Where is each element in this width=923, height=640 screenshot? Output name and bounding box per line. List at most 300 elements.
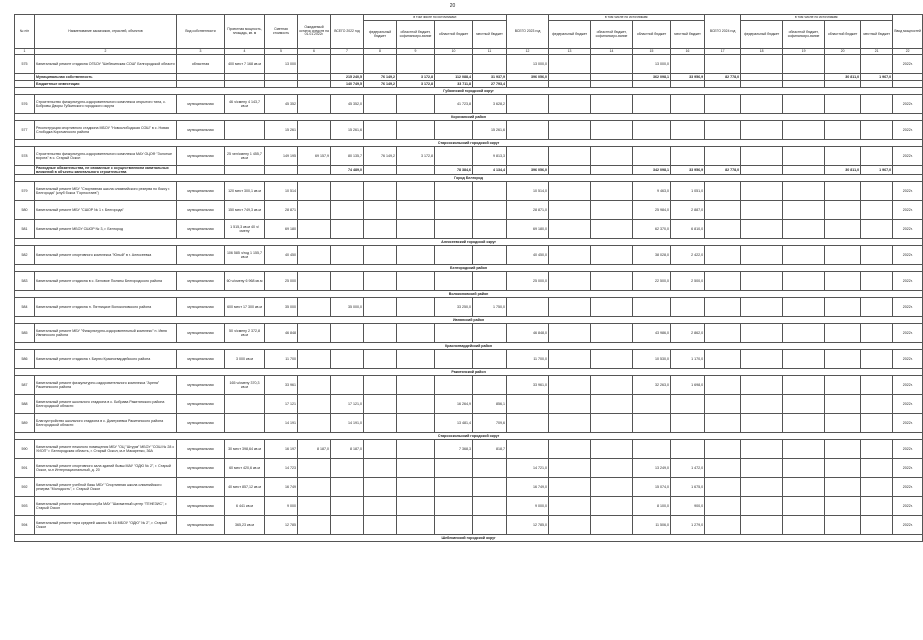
table-cell: муниципальная <box>177 201 225 220</box>
table-cell <box>549 81 591 88</box>
table-cell <box>435 121 473 140</box>
table-cell <box>397 459 435 478</box>
table-cell: 50 ч/смену 2 372,8 кв.м <box>225 324 265 343</box>
table-cell: 45 352 <box>265 95 298 114</box>
total-row <box>15 81 923 88</box>
table-cell <box>783 272 825 291</box>
table-cell: 2 500,0 <box>671 272 705 291</box>
table-cell <box>435 497 473 516</box>
table-cell <box>435 376 473 395</box>
table-cell <box>331 182 364 201</box>
col-fed-2022: федеральный бюджет <box>364 21 397 49</box>
table-cell: муниципальная <box>177 182 225 201</box>
table-cell <box>331 459 364 478</box>
table-cell <box>364 272 397 291</box>
table-cell <box>298 414 331 433</box>
table-cell <box>591 95 633 114</box>
table-cell <box>861 55 893 74</box>
table-cell: муниципальная <box>177 395 225 414</box>
table-cell: 2022г. <box>893 414 923 433</box>
col-reg-cofin-2024: областной бюджет, софинансиро-вание <box>783 21 825 49</box>
table-cell <box>671 95 705 114</box>
table-cell <box>331 516 364 535</box>
table-cell: 1 515,3 кв.м 40 ч/смену <box>225 220 265 239</box>
table-cell <box>861 201 893 220</box>
table-cell: 33 956,9 <box>671 74 705 81</box>
table-cell <box>825 147 861 166</box>
table-cell: 590 <box>15 440 35 459</box>
table-cell: 400 мест 7 168 кв.м <box>225 55 265 74</box>
table-cell <box>364 497 397 516</box>
table-cell <box>397 478 435 497</box>
table-cell <box>705 414 741 433</box>
table-row <box>15 459 923 478</box>
table-cell <box>705 55 741 74</box>
table-cell <box>397 414 435 433</box>
table-cell <box>225 395 265 414</box>
table-cell <box>861 220 893 239</box>
section-row <box>15 239 923 246</box>
table-cell: муниципальная <box>177 440 225 459</box>
table-cell <box>397 395 435 414</box>
table-cell <box>435 201 473 220</box>
table-cell <box>783 81 825 88</box>
column-number: 10 <box>435 49 473 55</box>
table-cell: 9 463,0 <box>633 182 671 201</box>
table-cell: 1 675,0 <box>671 478 705 497</box>
column-number: 7 <box>331 49 364 55</box>
section-title: Алексеевский городской округ <box>15 239 923 246</box>
table-cell: муниципальная <box>177 272 225 291</box>
column-number: 2 <box>35 49 177 55</box>
table-cell: 40 450 <box>265 246 298 265</box>
table-cell <box>364 350 397 369</box>
table-cell <box>861 95 893 114</box>
table-cell: 6 810,0 <box>671 220 705 239</box>
table-row <box>15 220 923 239</box>
table-cell <box>473 324 507 343</box>
table-cell <box>633 440 671 459</box>
table-cell: 76 149,2 <box>364 147 397 166</box>
table-cell: 25 000,0 <box>507 272 549 291</box>
table-cell <box>364 55 397 74</box>
table-cell <box>705 298 741 317</box>
table-cell <box>741 414 783 433</box>
table-cell <box>331 497 364 516</box>
table-cell <box>741 147 783 166</box>
table-cell <box>783 516 825 535</box>
column-number: 5 <box>265 49 298 55</box>
table-cell <box>549 147 591 166</box>
table-cell: 69 180,0 <box>507 220 549 239</box>
col-fed-2024: федеральный бюджет <box>741 21 783 49</box>
table-cell <box>331 55 364 74</box>
table-cell: 2022г. <box>893 440 923 459</box>
table-cell <box>591 182 633 201</box>
section-row <box>15 88 923 95</box>
table-cell <box>705 182 741 201</box>
table-cell <box>298 95 331 114</box>
col-reg-cofin-2022: областной бюджет, софинансиро-вание <box>397 21 435 49</box>
col-total-2022: ВСЕГО 2022 год <box>331 15 364 49</box>
table-cell <box>364 246 397 265</box>
table-cell: 587 <box>15 376 35 395</box>
table-cell: муниципальная <box>177 298 225 317</box>
table-cell <box>507 147 549 166</box>
table-cell: Капитальный ремонт стадиона ОГБОУ "Шебекинская СОШ" Белгородской области <box>35 55 177 74</box>
table-cell <box>825 376 861 395</box>
table-cell <box>783 459 825 478</box>
table-cell: Капитальный ремонт МБУ "Физкультурно-оздоровительный комплекс" п. Ивня Ивнянского района <box>35 324 177 343</box>
table-cell <box>861 246 893 265</box>
table-cell <box>861 478 893 497</box>
table-cell: 3 172,8 <box>397 74 435 81</box>
col-no: № п/п <box>15 15 35 49</box>
table-cell <box>549 182 591 201</box>
table-cell <box>473 459 507 478</box>
col-local-2022: местный бюджет <box>473 21 507 49</box>
column-number: 8 <box>364 49 397 55</box>
table-cell: 30 811,0 <box>825 74 861 81</box>
column-number: 17 <box>705 49 741 55</box>
table-cell: 11 506,0 <box>633 516 671 535</box>
table-cell: 594 <box>15 516 35 535</box>
table-cell: 112 088,4 <box>435 74 473 81</box>
table-cell <box>265 74 298 81</box>
table-cell: 4 134,4 <box>473 166 507 175</box>
table-cell: 9 813,3 <box>473 147 507 166</box>
table-cell <box>591 440 633 459</box>
table-cell: муниципальная <box>177 376 225 395</box>
table-cell <box>861 414 893 433</box>
col-capacity: Проектная мощность, площадь, кв. м <box>225 15 265 49</box>
table-cell <box>591 376 633 395</box>
table-cell <box>671 440 705 459</box>
table-cell <box>825 350 861 369</box>
table-cell <box>15 166 35 175</box>
table-cell: 342 098,1 <box>633 166 671 175</box>
table-cell: областная <box>177 55 225 74</box>
table-cell <box>825 324 861 343</box>
table-cell <box>591 298 633 317</box>
table-cell <box>549 74 591 81</box>
table-cell <box>783 220 825 239</box>
col-year: Ввод мощностей <box>893 15 923 49</box>
col-fed-2023: федеральный бюджет <box>549 21 591 49</box>
table-cell <box>783 95 825 114</box>
table-cell <box>783 376 825 395</box>
table-cell <box>15 81 35 88</box>
column-number: 21 <box>861 49 893 55</box>
table-cell: 580 <box>15 201 35 220</box>
table-cell: 586 <box>15 350 35 369</box>
table-row <box>15 324 923 343</box>
table-cell <box>177 81 225 88</box>
column-number: 20 <box>825 49 861 55</box>
table-cell <box>633 121 671 140</box>
table-cell: 2022г. <box>893 147 923 166</box>
section-title: Старооскольский городской округ <box>15 140 923 147</box>
table-cell: 15 261,6 <box>473 121 507 140</box>
table-cell: 16 749 <box>265 478 298 497</box>
table-cell <box>705 81 741 88</box>
table-cell <box>783 414 825 433</box>
table-cell <box>825 298 861 317</box>
table-cell: Капитальный ремонт школьного стадиона в с. Бобрава Ракитянского района Белгородской области <box>35 395 177 414</box>
table-cell: 25 чел/смену 1 455,7 кв.м <box>225 147 265 166</box>
table-cell: 582 <box>15 246 35 265</box>
table-cell: 9 000 <box>265 497 298 516</box>
table-cell: 2022г. <box>893 478 923 497</box>
col-reg-2024: областной бюджет <box>825 21 861 49</box>
table-cell <box>591 272 633 291</box>
table-cell <box>591 497 633 516</box>
table-cell <box>861 81 893 88</box>
table-row <box>15 121 923 140</box>
table-cell <box>364 201 397 220</box>
section-title: Ивнянский район <box>15 317 923 324</box>
sources-header-2022: в том числе по источникам: <box>364 15 507 21</box>
table-cell <box>265 166 298 175</box>
table-cell <box>705 272 741 291</box>
table-cell <box>705 147 741 166</box>
table-cell: 2022г. <box>893 121 923 140</box>
table-cell <box>705 121 741 140</box>
table-cell <box>549 324 591 343</box>
table-cell: 709,6 <box>473 414 507 433</box>
table-cell: 575 <box>15 55 35 74</box>
table-cell <box>298 324 331 343</box>
table-cell <box>671 121 705 140</box>
table-cell: 40 мест 857,12 кв.м <box>225 478 265 497</box>
table-cell <box>591 414 633 433</box>
table-row <box>15 55 923 74</box>
table-cell: 140 749,5 <box>331 81 364 88</box>
table-cell <box>783 440 825 459</box>
table-cell <box>435 182 473 201</box>
table-cell <box>298 298 331 317</box>
table-cell: 8 187,0 <box>331 440 364 459</box>
table-cell <box>825 55 861 74</box>
table-cell <box>783 298 825 317</box>
table-cell <box>633 147 671 166</box>
section-row <box>15 535 923 542</box>
table-cell: Капитальный ремонт учебной базы МБУ "Спортивная школа олимпийского резерва "Молодость", г. Старый Оскол <box>35 478 177 497</box>
table-cell <box>741 201 783 220</box>
table-cell <box>397 55 435 74</box>
table-cell <box>741 55 783 74</box>
table-cell: 2 862,0 <box>671 324 705 343</box>
table-cell <box>298 220 331 239</box>
table-cell <box>825 272 861 291</box>
table-cell: Капитальный ремонт МБУ "СШОР № 1 г. Белгорода" <box>35 201 177 220</box>
table-cell <box>549 272 591 291</box>
table-cell <box>671 395 705 414</box>
table-cell <box>364 95 397 114</box>
table-cell: Капитальный ремонт спортивного комплекса "Юный" в г. Алексеевка <box>35 246 177 265</box>
table-cell: 900,0 <box>671 497 705 516</box>
table-cell <box>783 350 825 369</box>
table-cell: 3 172,8 <box>397 147 435 166</box>
table-row <box>15 246 923 265</box>
col-reg-2023: областной бюджет <box>633 21 671 49</box>
table-cell <box>397 324 435 343</box>
table-cell <box>825 246 861 265</box>
table-cell <box>473 478 507 497</box>
table-cell: 165 ч/смену 370,3 кв.м <box>225 376 265 395</box>
table-cell <box>783 182 825 201</box>
table-cell <box>861 459 893 478</box>
table-cell <box>549 298 591 317</box>
table-cell <box>741 166 783 175</box>
table-cell <box>364 220 397 239</box>
table-cell <box>591 516 633 535</box>
section-row <box>15 369 923 376</box>
table-cell <box>591 74 633 81</box>
table-cell: 13 481,4 <box>435 414 473 433</box>
col-name: Наименование заказчиков, отраслей, объектов <box>35 15 177 49</box>
table-cell: 78 384,6 <box>435 166 473 175</box>
column-number: 16 <box>671 49 705 55</box>
table-row <box>15 478 923 497</box>
table-cell <box>549 376 591 395</box>
table-cell: 25 984,0 <box>633 201 671 220</box>
table-cell: 3 000 кв.м <box>225 350 265 369</box>
table-cell <box>298 376 331 395</box>
table-cell <box>397 166 435 175</box>
table-cell: 82 778,0 <box>705 166 741 175</box>
section-title: Волоконовский район <box>15 291 923 298</box>
table-cell <box>705 376 741 395</box>
table-cell: 579 <box>15 182 35 201</box>
table-cell <box>825 497 861 516</box>
table-cell <box>397 298 435 317</box>
table-cell <box>177 74 225 81</box>
table-cell <box>225 74 265 81</box>
table-cell <box>364 376 397 395</box>
table-row <box>15 395 923 414</box>
table-cell: 27 793,4 <box>473 81 507 88</box>
table-cell <box>331 246 364 265</box>
table-cell <box>705 95 741 114</box>
sources-header-2024: в том числе по источникам: <box>741 15 893 21</box>
table-cell <box>397 516 435 535</box>
table-cell: 12 785 <box>265 516 298 535</box>
table-cell <box>225 121 265 140</box>
table-cell: 76 149,2 <box>364 81 397 88</box>
section-row <box>15 140 923 147</box>
table-cell <box>364 166 397 175</box>
table-cell <box>364 440 397 459</box>
table-cell: 76 149,2 <box>364 74 397 81</box>
table-cell <box>741 478 783 497</box>
table-cell: 581 <box>15 220 35 239</box>
table-cell <box>298 121 331 140</box>
table-cell: 2 887,0 <box>671 201 705 220</box>
table-cell: Капитальный ремонт МБОУ СШОР № 3, г. Белгород <box>35 220 177 239</box>
table-cell <box>705 201 741 220</box>
table-cell: 14 721,0 <box>507 459 549 478</box>
table-cell: муниципальная <box>177 414 225 433</box>
table-cell: Капитальный ремонт стадиона п. Пятницкое Волоконовского района <box>35 298 177 317</box>
table-cell <box>825 95 861 114</box>
table-cell <box>861 121 893 140</box>
table-cell <box>331 376 364 395</box>
table-cell <box>397 497 435 516</box>
table-cell <box>549 440 591 459</box>
table-cell <box>435 220 473 239</box>
table-cell <box>591 246 633 265</box>
table-cell: 30 мест 398,64 кв.м <box>225 440 265 459</box>
table-cell <box>473 272 507 291</box>
table-cell: 38 028,0 <box>633 246 671 265</box>
table-cell: муниципальная <box>177 350 225 369</box>
table-cell: 396 056,0 <box>507 74 549 81</box>
table-row <box>15 414 923 433</box>
table-cell: Капитальный ремонт МБУ "Спортивная школа олимпийского резерва по боксу г. Белгорода" (клуб бокса "Горностаев") <box>35 182 177 201</box>
table-cell <box>705 395 741 414</box>
section-row <box>15 265 923 272</box>
table-cell <box>298 201 331 220</box>
table-cell <box>364 478 397 497</box>
table-cell <box>893 81 923 88</box>
table-cell: 592 <box>15 478 35 497</box>
table-row <box>15 201 923 220</box>
section-row <box>15 343 923 350</box>
table-cell <box>633 395 671 414</box>
table-cell <box>364 298 397 317</box>
col-reg-2022: областной бюджет <box>435 21 473 49</box>
table-cell: 11 700 <box>265 350 298 369</box>
table-cell <box>783 55 825 74</box>
table-cell: 46 ч/смену 4 143,7 кв.м <box>225 95 265 114</box>
table-cell <box>473 246 507 265</box>
col-local-2024: местный бюджет <box>861 21 893 49</box>
column-number: 3 <box>177 49 225 55</box>
table-cell <box>435 516 473 535</box>
table-cell: 2022г. <box>893 298 923 317</box>
table-cell: 3 172,8 <box>397 81 435 88</box>
table-cell <box>435 147 473 166</box>
table-cell <box>298 516 331 535</box>
section-row <box>15 114 923 121</box>
table-cell <box>783 497 825 516</box>
table-cell <box>741 220 783 239</box>
table-cell: Капитальный ремонт стадиона в с. Беловое Поляны Белгородского района <box>35 272 177 291</box>
table-cell <box>507 81 549 88</box>
table-cell <box>783 201 825 220</box>
table-cell: 15 261,6 <box>331 121 364 140</box>
table-cell <box>331 220 364 239</box>
table-cell: 149 195 <box>265 147 298 166</box>
table-cell <box>783 147 825 166</box>
table-cell <box>397 182 435 201</box>
section-title: Белгородский район <box>15 265 923 272</box>
table-cell: 2022г. <box>893 220 923 239</box>
table-cell <box>671 81 705 88</box>
table-cell <box>705 220 741 239</box>
table-cell: 12 785,0 <box>507 516 549 535</box>
table-cell <box>435 324 473 343</box>
table-cell <box>783 121 825 140</box>
table-cell: 28 871 <box>265 201 298 220</box>
table-cell: 2022г. <box>893 395 923 414</box>
table-cell <box>397 246 435 265</box>
table-cell <box>705 324 741 343</box>
table-cell <box>825 220 861 239</box>
table-cell: муниципальная <box>177 516 225 535</box>
table-cell: 14 191,0 <box>331 414 364 433</box>
